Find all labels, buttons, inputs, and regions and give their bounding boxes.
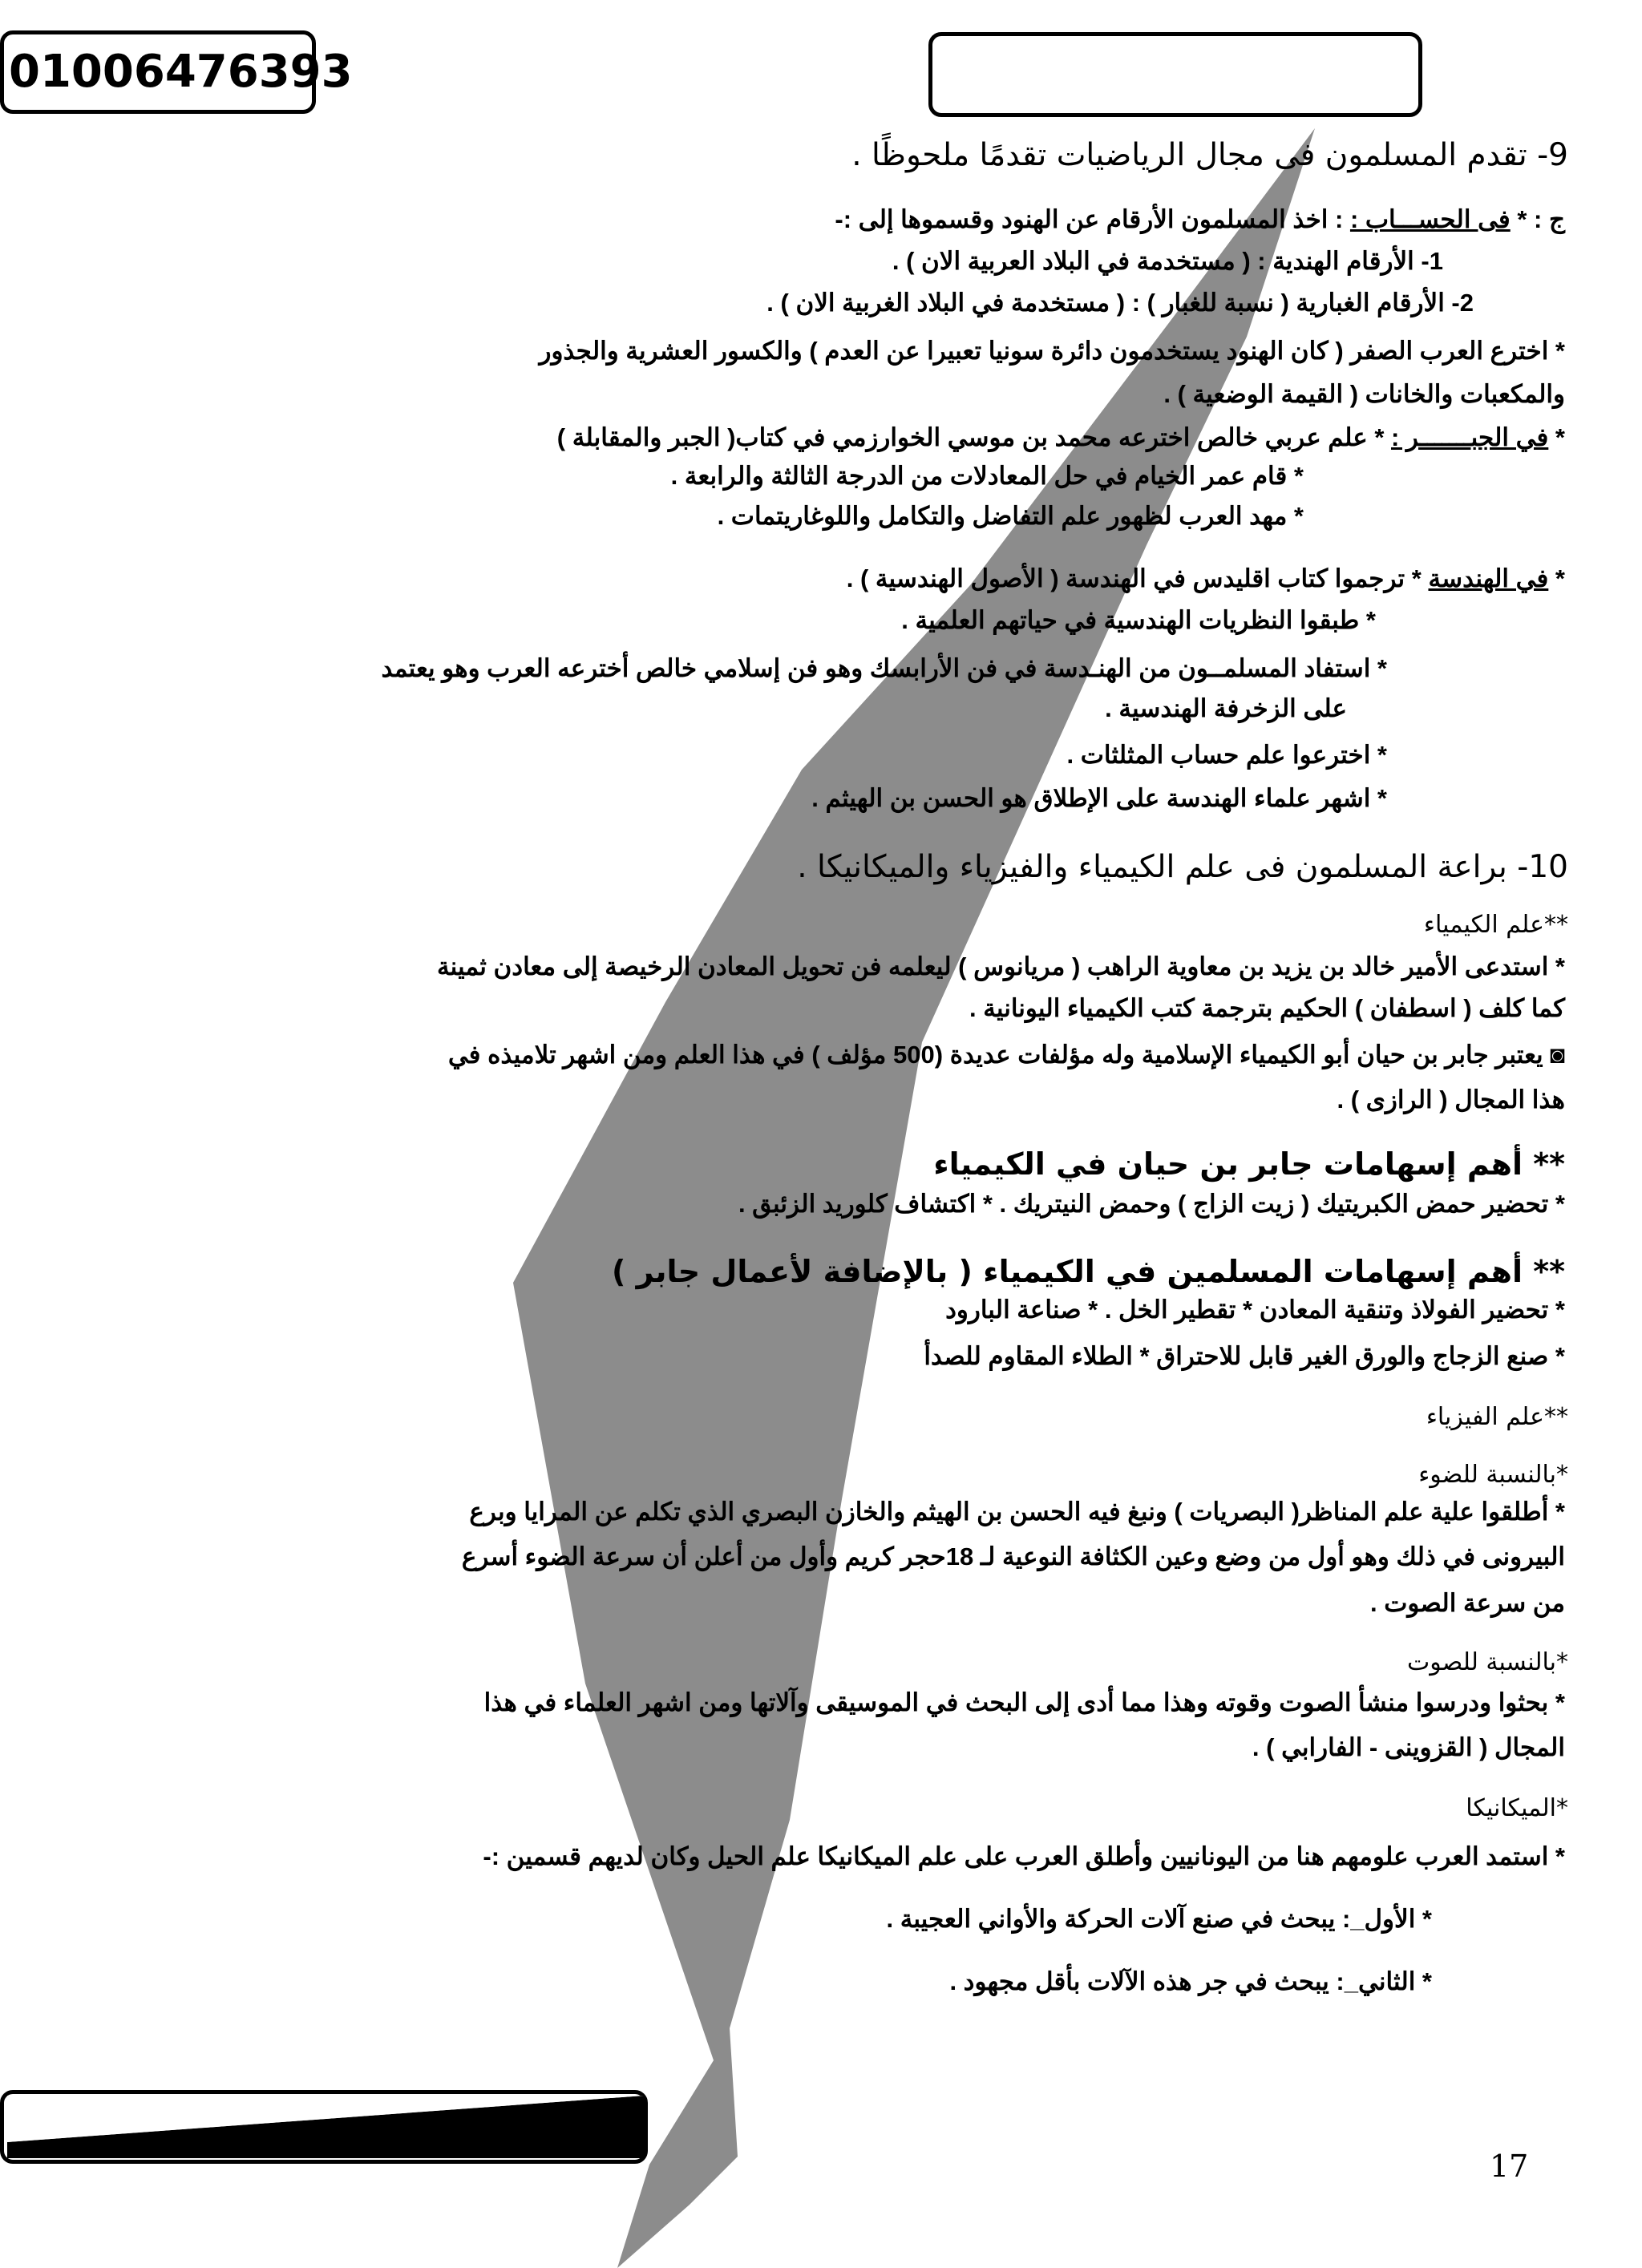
- hisab-label: فى الحســـاب :: [1349, 205, 1511, 233]
- page-number: 17: [1490, 2149, 1529, 2184]
- jabr-item-2: * مهد العرب لظهور علم التفاضل والتكامل واللوغاريتمات .: [717, 502, 1304, 530]
- physics-label: **علم الفيزياء: [1426, 1403, 1568, 1431]
- geometry-text: * ترجموا كتاب اقليدس في الهندسة ( الأصول الهندسية ) .: [846, 564, 1429, 592]
- light-line-c: من سرعة الصوت .: [1370, 1589, 1565, 1617]
- geometry-label: في الهندسة: [1428, 564, 1549, 592]
- sound-line-b: المجال ( القزوينى - الفارابي ) .: [1252, 1733, 1565, 1761]
- jabir-contributions-line: * تحضير حمض الكبريتيك ( زيت الزاج ) وحمض النيتريك . * اكتشاف كلوريد الزئبق .: [738, 1190, 1565, 1218]
- jabr-label: في الجبـــــــر :: [1391, 423, 1549, 451]
- name-box: [928, 32, 1422, 117]
- section-9-heading: 9- تقدم المسلمون فى مجال الرياضيات تقدمًا ملحوظًا .: [851, 137, 1568, 173]
- geometry-item-4: * اشهر علماء الهندسة على الإطلاق هو الحسن بن الهيثم .: [811, 784, 1387, 812]
- chemistry-p1b: كما كلف ( اسطفان ) الحكيم بترجمة كتب الكيمياء اليونانية .: [969, 994, 1565, 1022]
- geometry-item-1: * طبقوا النظريات الهندسية في حياتهم العلمية .: [901, 606, 1376, 634]
- sound-line-a: * بحثوا ودرسوا منشأ الصوت وقوته وهذا مما أدى إلى البحث في الموسيقى وآلاتها ومن اشهر العلماء في هذا: [483, 1688, 1565, 1716]
- chemistry-p2b: هذا المجال ( الرازى ) .: [1337, 1085, 1565, 1114]
- geometry-item-2a: * استفاد المسلمــون من الهنـدسة في فن الأرابسك وهو فن إسلامي خالص أخترعه العرب وهو يعتمد: [381, 654, 1387, 682]
- light-line-b: البيرونى في ذلك وهو أول من وضع وعين الكثافة النوعية لـ 18حجر كريم وأول من أعلن أن سرعة الضوء أسرع: [461, 1542, 1565, 1571]
- hisab-item-2: 2- الأرقام الغبارية ( نسبة للغبار ) : ( مستخدمة في البلاد الغربية الان ) .: [766, 289, 1474, 317]
- black-wedge-icon: [4, 2094, 644, 2160]
- jabr-item-1: * قام عمر الخيام في حل المعادلات من الدرجة الثالثة والرابعة .: [670, 462, 1304, 490]
- chemistry-p1a: * استدعى الأمير خالد بن يزيد بن معاوية الراهب ( مريانوس ) ليعلمه فن تحويل المعادن الرخيصة إلى معادن ثمينة: [437, 952, 1565, 980]
- hisab-item-1: 1- الأرقام الهندية : ( مستخدمة في البلاد العربية الان ) .: [892, 247, 1443, 275]
- chemistry-label: **علم الكيمياء: [1423, 911, 1568, 939]
- geometry-line: [847, 563, 1565, 595]
- jabr-text: * علم عربي خالص اخترعه محمد بن موسي الخوارزمي في كتاب( الجبر والمقابلة ): [556, 423, 1391, 451]
- muslims-contributions-heading: ** أهم إسهامات المسلمين في الكيمياء ( بالإضافة لأعمال جابر ): [611, 1254, 1565, 1289]
- mechanics-intro: * استمد العرب علومهم هنا من اليونانيين وأطلق العرب على علم الميكانيكا علم الحيل وكان لديهم قسمين :-: [483, 1842, 1565, 1870]
- zero-line-b: والمكعبات والخانات ( القيمة الوضعية ) .: [1163, 380, 1565, 408]
- phone-number: 01006476393: [0, 30, 316, 114]
- light-label: *بالنسبة للضوء: [1418, 1461, 1568, 1489]
- hisab-text: : اخذ المسلمون الأرقام عن الهنود وقسموها إلى :-: [835, 205, 1350, 233]
- zero-line-a: * اخترع العرب الصفر ( كان الهنود يستخدمون دائرة سونيا تعبيرا عن العدم ) والكسور العشرية والجذور: [539, 337, 1565, 365]
- muslims-contributions-line-1: * تحضير الفولاذ وتنقية المعادن * تقطير الخل . * صناعة البارود: [945, 1296, 1565, 1324]
- geometry-prefix: *: [1548, 564, 1565, 592]
- jabr-line: [557, 422, 1565, 454]
- hisab-line: [835, 204, 1565, 236]
- geometry-item-3: * اخترعوا علم حساب المثلثات .: [1066, 741, 1387, 769]
- geometry-item-2b: على الزخرفة الهندسية .: [1105, 694, 1347, 722]
- light-line-a: * أطلقوا علية علم المناظر( البصريات ) ونبغ فيه الحسن بن الهيثم والخازن البصري الذي تكلم عن المرايا وبرع: [469, 1498, 1565, 1526]
- hisab-prefix: ج : *: [1510, 205, 1565, 233]
- muslims-contributions-line-2: * صنع الزجاج والورق الغير قابل للاحتراق * الطلاء المقاوم للصدأ: [924, 1342, 1565, 1370]
- sound-label: *بالنسبة للصوت: [1407, 1648, 1568, 1676]
- mechanics-first: * الأول_: يبحث في صنع آلات الحركة والأواني العجيبة .: [886, 1905, 1432, 1933]
- mechanics-label: *الميكانيكا: [1466, 1794, 1568, 1822]
- section-10-heading: 10- براعة المسلمون فى علم الكيمياء والفيزياء والميكانيكا .: [797, 849, 1568, 885]
- jabir-contributions-heading: ** أهم إسهامات جابر بن حيان في الكيمياء: [933, 1146, 1565, 1182]
- jabr-prefix: *: [1548, 423, 1565, 451]
- footer-box: [0, 2090, 648, 2164]
- chemistry-p2a: ◙ يعتبر جابر بن حيان أبو الكيمياء الإسلامية وله مؤلفات عديدة (500 مؤلف ) في هذا العلم ومن اشهر تلاميذه في: [447, 1041, 1565, 1069]
- mechanics-second: * الثاني_: يبحث في جر هذه الآلات بأقل مجهود .: [949, 1967, 1432, 1995]
